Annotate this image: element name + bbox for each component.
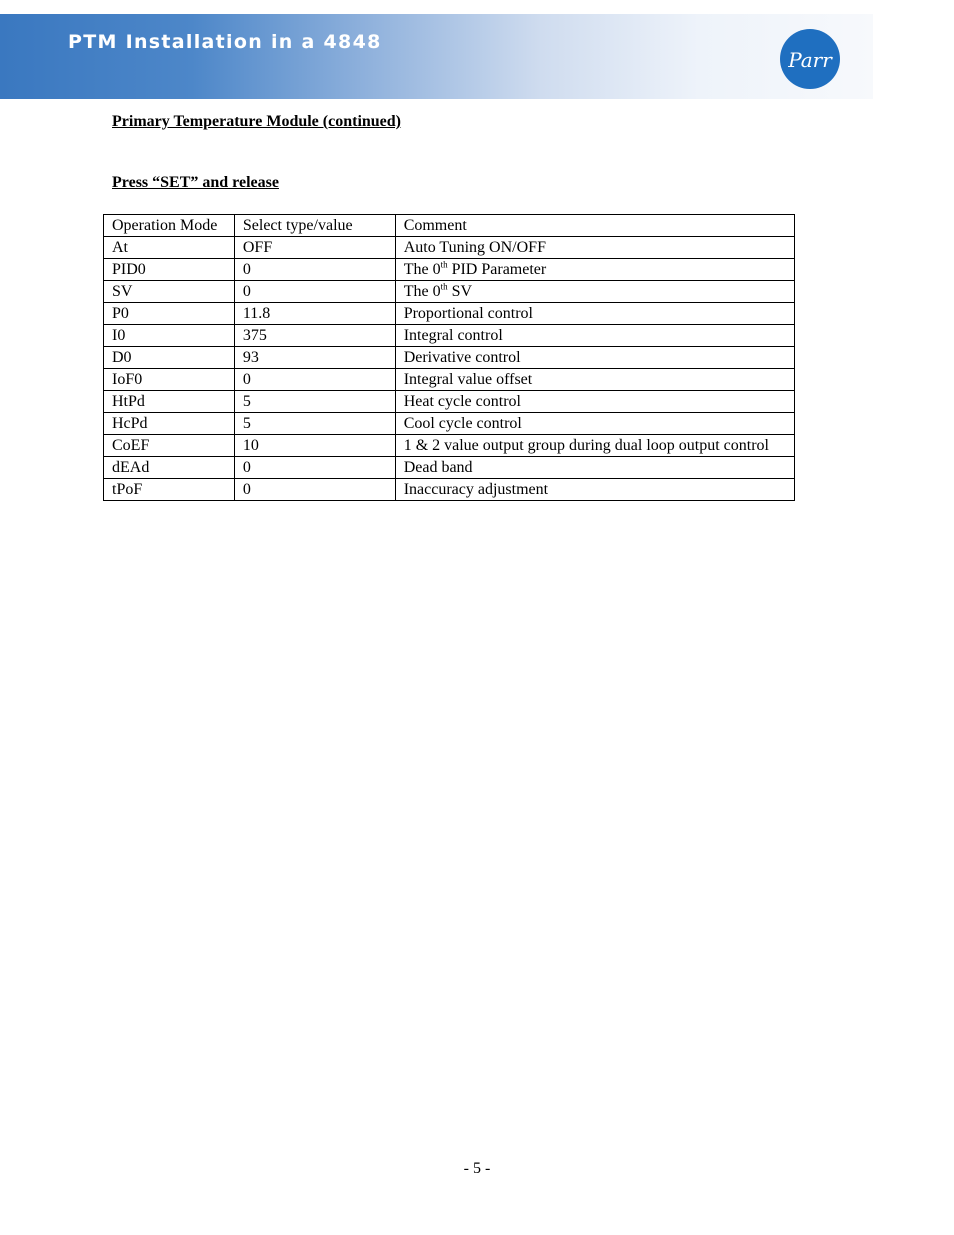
- cell-value: 0: [234, 479, 395, 501]
- table-row: [104, 435, 795, 457]
- cell-comment: Heat cycle control: [395, 391, 794, 413]
- cell-mode: At: [104, 237, 235, 259]
- comment-text: PID Parameter: [447, 261, 547, 278]
- cell-value: 93: [234, 347, 395, 369]
- ordinal-suffix: th: [440, 259, 448, 270]
- header-comment: Comment: [395, 215, 794, 237]
- cell-comment: Inaccuracy adjustment: [395, 479, 794, 501]
- table-row: [104, 391, 795, 413]
- cell-mode: D0: [104, 347, 235, 369]
- cell-value: 375: [234, 325, 395, 347]
- cell-comment: [395, 259, 794, 281]
- page-number: - 5 -: [463, 1160, 491, 1177]
- cell-value: 10: [234, 435, 395, 457]
- cell-value: 5: [234, 413, 395, 435]
- header-select-type-value: Select type/value: [234, 215, 395, 237]
- table-row: [104, 457, 795, 479]
- cell-mode: IoF0: [104, 369, 235, 391]
- cell-comment: Auto Tuning ON/OFF: [395, 237, 794, 259]
- cell-mode: I0: [104, 325, 235, 347]
- cell-value: 0: [234, 259, 395, 281]
- cell-value: 0: [234, 281, 395, 303]
- table-row: [104, 413, 795, 435]
- settings-table: [103, 214, 795, 501]
- table-row: [104, 281, 795, 303]
- parr-logo: [779, 28, 841, 90]
- cell-value: 0: [234, 369, 395, 391]
- cell-comment: Derivative control: [395, 347, 794, 369]
- cell-comment: Integral value offset: [395, 369, 794, 391]
- cell-value: 11.8: [234, 303, 395, 325]
- comment-text: The 0: [403, 283, 441, 300]
- table-row: [104, 259, 795, 281]
- table-row: [104, 369, 795, 391]
- cell-comment: Cool cycle control: [395, 413, 794, 435]
- cell-mode: P0: [104, 303, 235, 325]
- cell-comment: [395, 281, 794, 303]
- cell-mode: dEAd: [104, 457, 235, 479]
- instruction-subtitle: Press “SET” and release: [112, 174, 279, 191]
- svg-text:Parr: Parr: [788, 48, 832, 72]
- cell-mode: SV: [104, 281, 235, 303]
- table-row: [104, 237, 795, 259]
- table-row: [104, 325, 795, 347]
- header-operation-mode: Operation Mode: [104, 215, 235, 237]
- table-row: [104, 347, 795, 369]
- ordinal-suffix: th: [440, 281, 448, 292]
- cell-value: OFF: [234, 237, 395, 259]
- cell-value: 0: [234, 457, 395, 479]
- cell-mode: tPoF: [104, 479, 235, 501]
- table-header-row: [104, 215, 795, 237]
- cell-comment: 1 & 2 value output group during dual loop output control: [395, 435, 794, 457]
- comment-text: SV: [447, 283, 473, 300]
- cell-mode: PID0: [104, 259, 235, 281]
- cell-mode: HtPd: [104, 391, 235, 413]
- header-band: [0, 14, 873, 99]
- cell-value: 5: [234, 391, 395, 413]
- comment-text: The 0: [403, 261, 441, 278]
- cell-mode: HcPd: [104, 413, 235, 435]
- section-title: Primary Temperature Module (continued): [112, 113, 402, 130]
- table-row: [104, 303, 795, 325]
- cell-comment: Proportional control: [395, 303, 794, 325]
- cell-comment: Dead band: [395, 457, 794, 479]
- cell-mode: CoEF: [104, 435, 235, 457]
- table-row: [104, 479, 795, 501]
- page-header-title: PTM Installation in a 4848: [68, 31, 382, 53]
- cell-comment: Integral control: [395, 325, 794, 347]
